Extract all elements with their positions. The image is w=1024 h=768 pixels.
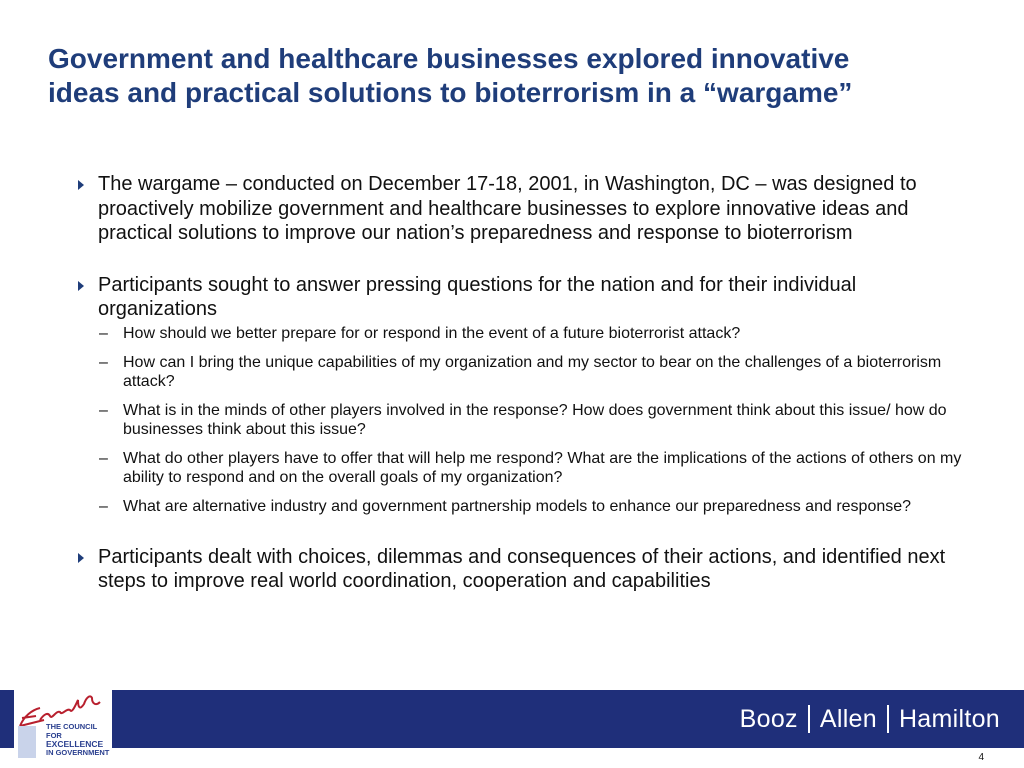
brand-separator	[887, 705, 889, 733]
bullet-item	[78, 172, 978, 246]
sub-bullet-item	[98, 353, 978, 391]
bullet-item	[78, 273, 978, 516]
dash-bullet-icon: –	[99, 324, 108, 342]
booz-allen-hamilton-logo	[740, 704, 1000, 734]
sub-bullet-item	[98, 401, 978, 439]
bullet-list	[78, 170, 978, 594]
brand-allen: Allen	[819, 705, 877, 733]
bullet-item	[78, 545, 978, 594]
brand-hamilton: Hamilton	[898, 705, 1000, 733]
dash-bullet-icon: –	[99, 401, 108, 419]
sub-bullet-item	[98, 497, 978, 516]
triangle-bullet-icon	[78, 180, 84, 190]
slide-title-line-2: ideas and practical solutions to bioterrorism in a “wargame”	[48, 77, 853, 108]
bullet-text: Participants dealt with choices, dilemmas and consequences of their actions, and identified next steps to improve real world coordination, cooperation and capabilities	[98, 545, 946, 592]
sub-bullet-text: What are alternative industry and government partnership models to enhance our preparedness and response?	[123, 497, 912, 515]
sub-bullet-item	[98, 324, 978, 343]
dash-bullet-icon: –	[99, 353, 108, 371]
dash-bullet-icon: –	[99, 497, 108, 515]
brand-separator	[808, 705, 810, 733]
council-logo-text	[46, 723, 112, 757]
dash-bullet-icon: –	[99, 449, 108, 467]
logo-line-3: IN GOVERNMENT	[46, 747, 110, 757]
slide-title-line-1: Government and healthcare businesses explored innovative	[48, 43, 850, 74]
triangle-bullet-icon	[78, 281, 84, 291]
sub-bullet-text: How can I bring the unique capabilities of my organization and my sector to bear on the challenges of a bioterrorism attack?	[123, 353, 942, 390]
logo-line-1: THE COUNCIL FOR	[46, 722, 98, 740]
brand-booz: Booz	[739, 705, 798, 733]
sub-bullet-list	[98, 324, 978, 516]
triangle-bullet-icon	[78, 553, 84, 563]
page-number: 4	[978, 752, 984, 763]
sub-bullet-text: How should we better prepare for or respond in the event of a future bioterrorist attack?	[123, 324, 741, 342]
sub-bullet-text: What is in the minds of other players involved in the response? How does government think about this issue/ how do businesses think about this issue?	[123, 401, 947, 438]
logo-line-2: EXCELLENCE	[46, 739, 104, 749]
sub-bullet-text: What do other players have to offer that will help me respond? What are the implications of the actions of others on my ability to respond and on the overall goals of my organization?	[123, 449, 962, 486]
slide-title	[48, 42, 978, 110]
sub-bullet-item	[98, 449, 978, 487]
bullet-text: The wargame – conducted on December 17-18, 2001, in Washington, DC – was designed to proactively mobilize government and healthcare businesses to explore innovative ideas and practical solutions to improve our nation’s preparedness and response to bioterrorism	[98, 173, 917, 244]
council-logo	[14, 690, 112, 760]
bullet-text: Participants sought to answer pressing questions for the nation and for their individual organizations	[98, 273, 857, 320]
